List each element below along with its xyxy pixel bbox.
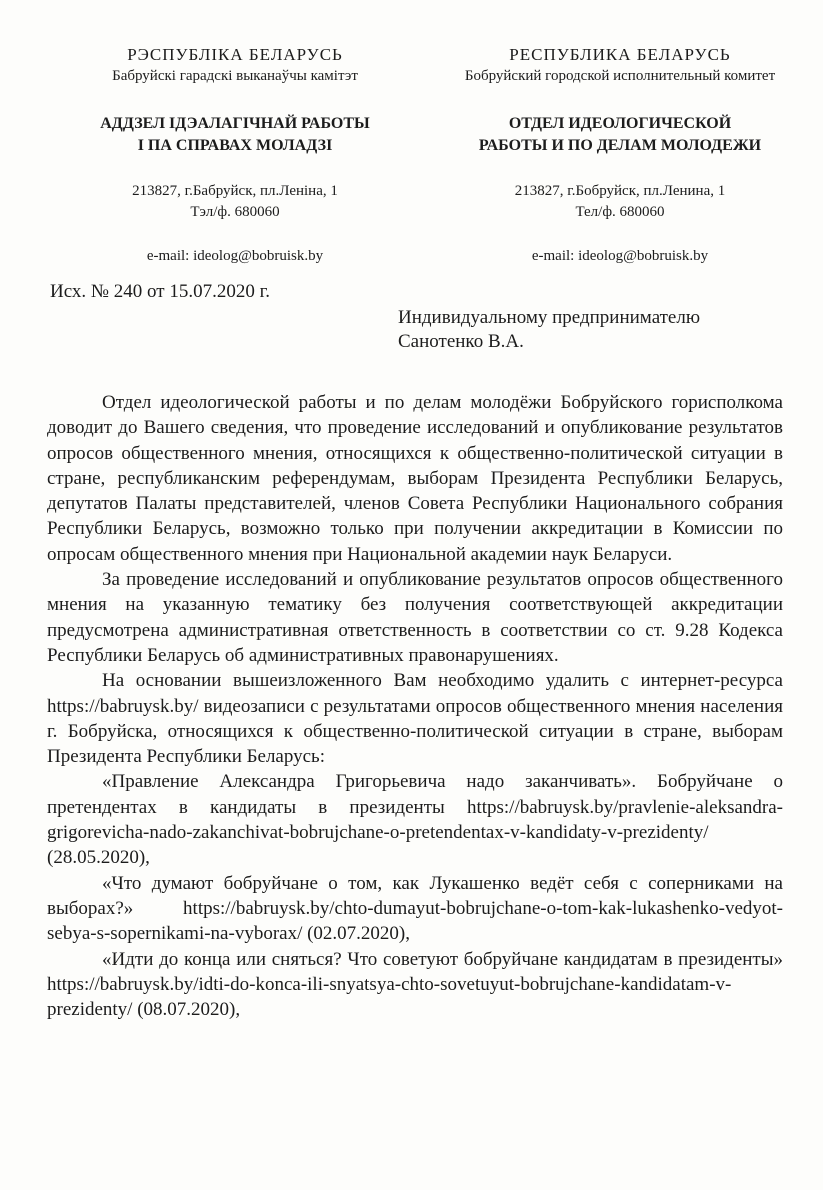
address-block-ru xyxy=(440,181,800,223)
department-name-by xyxy=(60,113,410,157)
video-item-2: «Что думают бобруйчане о том, как Лукашенко ведёт себя с соперниками на выборах?» https://babruysk.by/chto-dumayut-bobrujchane-o-tom-kak-lukashenko-vedyot-sebya-s-sopernikami-na-vyborax/ (02.07.2020), xyxy=(47,872,783,945)
email-ru: e-mail: ideolog@bobruisk.by xyxy=(531,248,709,264)
address-by: 213827, г.Бабруйск, пл.Леніна, 1 xyxy=(132,183,338,199)
department-line2-by: І ПА СПРАВАХ МОЛАДЗІ xyxy=(137,137,333,154)
addressee-title: Индивидуальному предпринимателю xyxy=(398,307,701,328)
department-line1-ru: ОТДЕЛ ИДЕОЛОГИЧЕСКОЙ xyxy=(508,115,732,132)
committee-name-by: Бабруйскі гарадскі выканаўчы камітэт xyxy=(112,68,358,84)
header-russian xyxy=(440,44,800,266)
video-item-3: «Идти до конца или сняться? Что советуют бобруйчане кандидатам в президенты» https://babruysk.by/idti-do-konca-ili-snyatsya-chto-sovetuyut-bobrujchane-kandidatam-v-prezidenty/ (08.07.2020), xyxy=(47,948,783,1021)
body-paragraph-1: Отдел идеологической работы и по делам молодёжи Бобруйского горисполкома доводит до Вашего сведения, что проведение исследований и опубликование результатов опросов общественного мнения, относящихся к общественно-политической ситуации в стране, республиканским референдумам, выборам Президента Республики Беларусь, депутатов Палаты представителей, членов Совета Республики Национального собрания Республики Беларусь, возможно только при получении аккредитации в Комиссии по опросам общественного мнения при Национальной академии наук Беларуси. xyxy=(47,392,783,565)
letter-body xyxy=(47,390,783,1022)
addressee-name: Санотенко В.А. xyxy=(398,331,524,352)
department-line2-ru: РАБОТЫ И ПО ДЕЛАМ МОЛОДЕЖИ xyxy=(478,137,762,154)
addressee xyxy=(398,306,700,354)
body-paragraph-2: За проведение исследований и опубликование результатов опросов общественного мнения на указанную тематику без получения соответствующей аккредитации предусмотрена административная ответственность в соответствии со ст. 9.28 Кодекса Республики Беларусь об административных правонарушениях. xyxy=(47,569,783,666)
phone-ru: Тел/ф. 680060 xyxy=(575,204,665,220)
country-name-ru: РЕСПУБЛИКА БЕЛАРУСЬ xyxy=(509,45,731,64)
video-item-1: «Правление Александра Григорьевича надо заканчивать». Бобруйчане о претендентах в кандидаты в президенты https://babruysk.by/pravlenie-aleksandra-grigorevicha-nado-zakanchivat-bobrujchane-o-pretendentax-v-kandidaty-v-prezidenty/ (28.05.2020), xyxy=(47,771,783,869)
email-by: e-mail: ideolog@bobruisk.by xyxy=(146,248,324,264)
department-name-ru xyxy=(440,113,800,157)
address-block-by xyxy=(60,181,410,223)
country-name-by: РЭСПУБЛІКА БЕЛАРУСЬ xyxy=(127,45,343,64)
committee-name-ru: Бобруйский городской исполнительный комитет xyxy=(464,68,776,84)
header-belarusian xyxy=(60,44,410,266)
outgoing-reference: Исх. № 240 от 15.07.2020 г. xyxy=(50,281,270,302)
phone-by: Тэл/ф. 680060 xyxy=(190,204,280,220)
address-ru: 213827, г.Бобруйск, пл.Ленина, 1 xyxy=(514,183,726,199)
body-paragraph-3: На основании вышеизложенного Вам необходимо удалить с интернет-ресурса https://babruysk.by/ видеозаписи с результатами опросов общественного мнения населения г. Бобруйска, относящихся к общественно-политической ситуации в стране, выборам Президента Республики Беларусь: xyxy=(47,670,783,768)
department-line1-by: АДДЗЕЛ ІДЭАЛАГІЧНАЙ РАБОТЫ xyxy=(100,115,370,132)
